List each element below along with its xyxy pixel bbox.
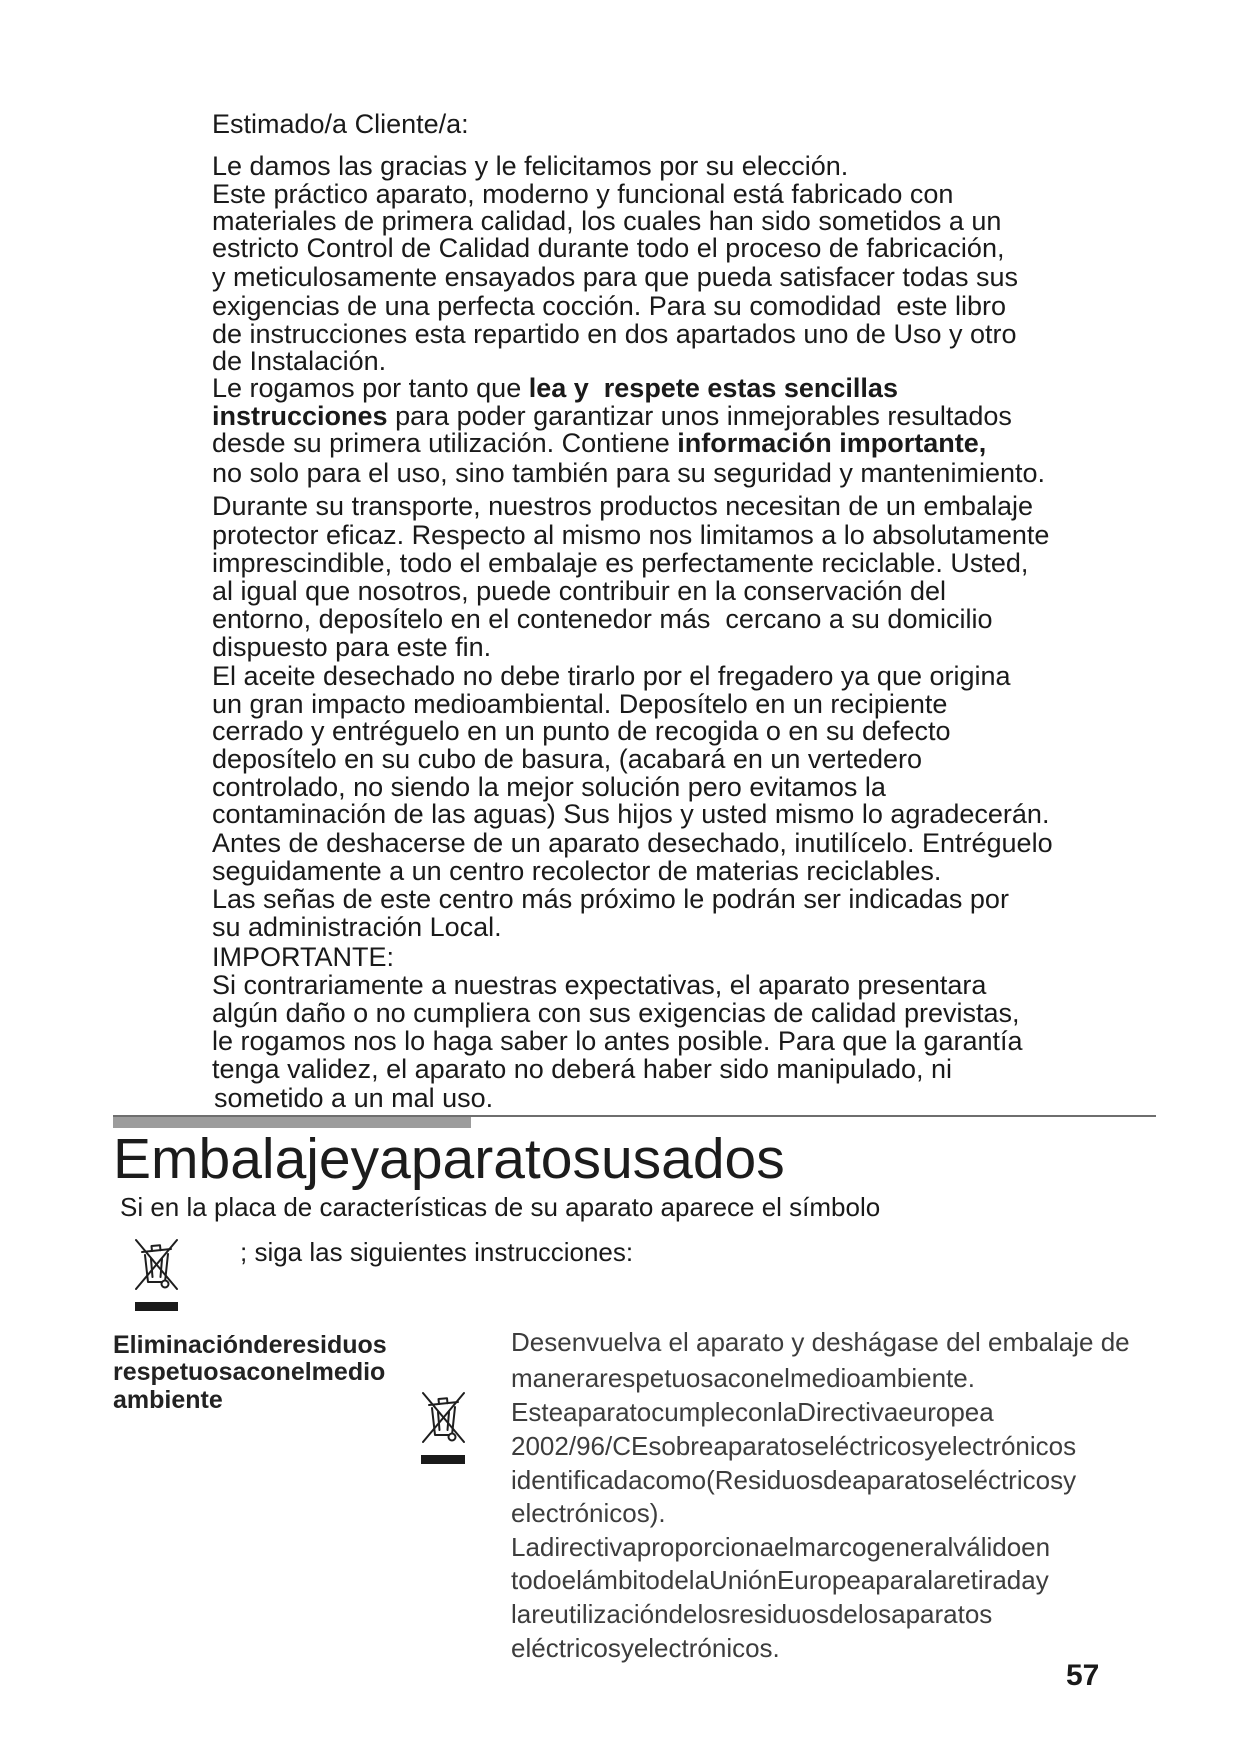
section-body-line: identificadacomo(Residuosdeaparatoseléctricosy [511, 1465, 1077, 1495]
letter-line: al igual que nosotros, puede contribuir en la conservación del [212, 576, 946, 606]
letter-emphasis: información importante, [677, 428, 987, 458]
section-body-line: manerarespetuosaconelmedioambiente. [511, 1363, 975, 1393]
letter-line: le rogamos nos lo haga saber lo antes posible. Para que la garantía [212, 1026, 1023, 1056]
letter-emphasis: instrucciones [212, 401, 388, 431]
page-number: 57 [1066, 1659, 1100, 1692]
letter-line: controlado, no siendo la mejor solución pero evitamos la [212, 772, 886, 802]
important-label: IMPORTANTE: [212, 942, 395, 972]
symbol-underbar [421, 1455, 465, 1464]
letter-line: Le damos las gracias y le felicitamos por su elección. [212, 151, 849, 181]
section-title: Embalajeyaparatosusados [113, 1127, 785, 1191]
letter-line: deposítelo en su cubo de basura, (acabará en un vertedero [212, 744, 922, 774]
symbol-underbar [135, 1302, 178, 1311]
subheading-line: ambiente [113, 1386, 223, 1414]
section-body-line: EsteaparatocumpleconlaDirectivaeuropea [511, 1397, 994, 1427]
letter-line: Antes de deshacerse de un aparato desechado, inutilícelo. Entréguelo [212, 828, 1053, 858]
letter-line: de Instalación. [212, 346, 387, 376]
letter-line: exigencias de una perfecta cocción. Para su comodidad este libro [212, 291, 1006, 321]
letter-line: y meticulosamente ensayados para que pueda satisfacer todas sus [212, 262, 1018, 292]
section-body-line: Desenvuelva el aparato y deshágase del embalaje de [511, 1327, 1130, 1357]
section-body-line: Ladirectivaproporcionaelmarcogeneralválidoen [511, 1532, 1051, 1562]
section-body-line: electrónicos). [511, 1498, 666, 1528]
greeting: Estimado/a Cliente/a: [212, 109, 469, 139]
letter-line: sometido a un mal uso. [214, 1083, 494, 1113]
letter-line [212, 429, 986, 457]
section-body-line: todoelámbitodelaUniónEuropeaparalaretiraday [511, 1565, 1049, 1595]
letter-line: estricto Control de Calidad durante todo el proceso de fabricación, [212, 233, 1005, 263]
letter-line: Las señas de este centro más próximo le podrán ser indicadas por [212, 884, 1009, 914]
letter-line: cerrado y entréguelo en un punto de recogida o en su defecto [212, 716, 951, 746]
letter-line: dispuesto para este fin. [212, 632, 492, 662]
letter-line: un gran impacto medioambiental. Deposítelo en un recipiente [212, 689, 948, 719]
letter-line: entorno, deposítelo en el contenedor más cercano a su domicilio [212, 604, 993, 634]
section-body-line: 2002/96/CEsobreaparatoseléctricosyelectrónicos [511, 1431, 1077, 1461]
letter-emphasis: lea y respete estas sencillas [528, 373, 898, 403]
letter-line: de instrucciones esta repartido en dos apartados uno de Uso y otro [212, 319, 1017, 349]
letter-text: desde su primera utilización. Contiene [212, 428, 678, 458]
crossed-out-wheelie-bin-icon [133, 1237, 180, 1293]
letter-line: Si contrariamente a nuestras expectativas, el aparato presentara [212, 970, 987, 1000]
letter-line: El aceite desechado no debe tirarlo por el fregadero ya que origina [212, 661, 1011, 691]
letter-line: protector eficaz. Respecto al mismo nos limitamos a lo absolutamente [212, 520, 1050, 550]
letter-line: seguidamente a un centro recolector de materias reciclables. [212, 856, 942, 886]
letter-line: no solo para el uso, sino también para su seguridad y mantenimiento. [212, 458, 1045, 488]
crossed-out-wheelie-bin-icon [420, 1390, 467, 1446]
section-instruction: ; siga las siguientes instrucciones: [240, 1237, 634, 1267]
letter-line: contaminación de las aguas) Sus hijos y usted mismo lo agradecerán. [212, 799, 1050, 829]
letter-line: su administración Local. [212, 912, 502, 942]
section-body-line: eléctricosyelectrónicos. [511, 1633, 780, 1663]
letter-line: tenga validez, el aparato no deberá haber sido manipulado, ni [212, 1054, 953, 1084]
section-intro: Si en la placa de características de su aparato aparece el símbolo [120, 1192, 881, 1222]
letter-text: Le rogamos por tanto que [212, 373, 529, 403]
letter-line: imprescindible, todo el embalaje es perfectamente reciclable. Usted, [212, 548, 1029, 578]
letter-line [212, 402, 1012, 430]
letter-line: algún daño o no cumpliera con sus exigencias de calidad previstas, [212, 998, 1020, 1028]
subheading-line: respetuosaconelmedio [113, 1358, 386, 1386]
section-body-line: lareutilizacióndelosresiduosdelosaparatos [511, 1599, 993, 1629]
letter-line: Este práctico aparato, moderno y funcional está fabricado con [212, 179, 954, 209]
letter-line: materiales de primera calidad, los cuales han sido sometidos a un [212, 206, 1002, 236]
subheading-line: Eliminaciónderesiduos [113, 1331, 387, 1359]
letter-text: para poder garantizar unos inmejorables resultados [387, 401, 1012, 431]
letter-line: Durante su transporte, nuestros productos necesitan de un embalaje [212, 491, 1033, 521]
letter-line [212, 374, 898, 402]
